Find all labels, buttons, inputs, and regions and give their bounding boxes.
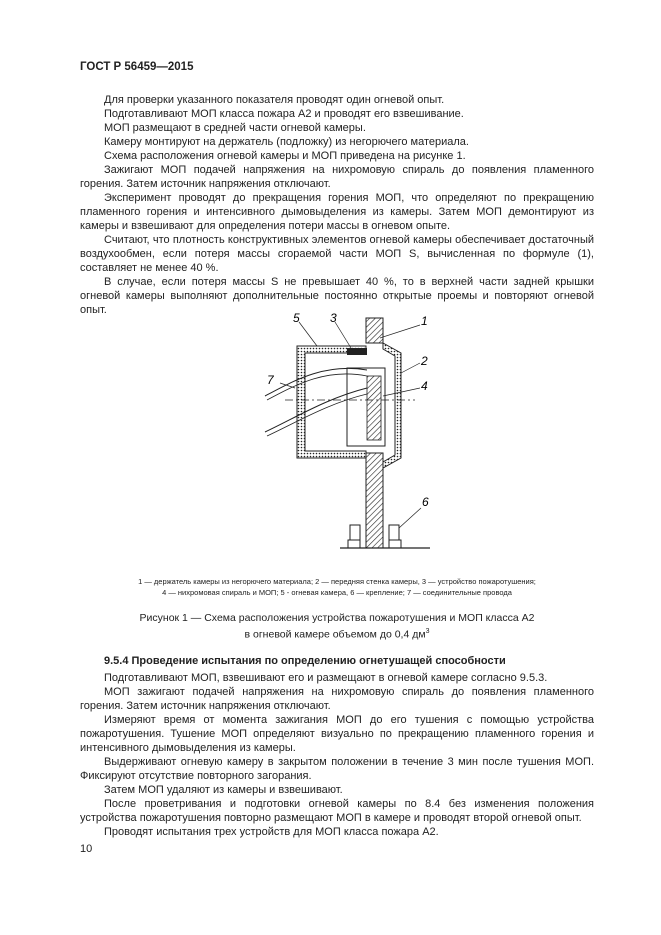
paragraph: Камеру монтируют на держатель (подложку) из негорючего материала.	[104, 136, 469, 148]
callout-3: 3	[330, 311, 337, 325]
callout-7: 7	[267, 373, 274, 387]
fastening-base-left	[348, 540, 360, 548]
section-heading: 9.5.4 Проведение испытания по определению огнетушащей способности	[104, 655, 506, 667]
document-header: ГОСТ Р 56459—2015	[80, 61, 194, 73]
fastening-right	[389, 525, 399, 540]
caption-line-2: в огневой камере объемом до 0,4 дм	[244, 628, 426, 641]
paragraph: Проводят испытания трех устройств для МОП класса пожара А2.	[104, 826, 439, 838]
legend-line-2: 4 — нихромовая спираль и МОП; 5 - огневая камера, 6 — крепление; 7 — соединительные провода	[162, 588, 512, 597]
legend-line-1: 1 — держатель камеры из негорючего материала; 2 — передняя стенка камеры, 3 — устройство пожаротушения;	[138, 577, 536, 586]
paragraph: Подготавливают МОП класса пожара А2 и проводят его взвешивание.	[104, 108, 464, 120]
paragraph: Затем МОП удаляют из камеры и взвешивают.	[104, 784, 343, 796]
front-wall	[383, 343, 401, 468]
callout-1: 1	[421, 314, 428, 328]
page-number: 10	[80, 843, 93, 855]
paragraph: Схема расположения огневой камеры и МОП приведена на рисунке 1.	[104, 150, 466, 162]
paragraph: В случае, если потеря массы S не превышает 40 %, то в верхней части задней крышки огневой камеры выполняют дополнительные постоянно открытые проемы и повторяют огневой опыт.	[80, 276, 594, 316]
paragraph: Считают, что плотность конструктивных элементов огневой камеры обеспечивает достаточный воздухообмен, если потеря массы сгораемой части МОП S, вычисленная по формуле (1), составляет не менее 40 %.	[80, 234, 594, 274]
callout-2: 2	[421, 354, 428, 368]
paragraph: Эксперимент проводят до прекращения горения МОП, что определяют по прекращению пламенного горения и интенсивного дымовыделения из камеры. Затем МОП демонтируют из камеры и взвешивают для определения потери массы в огневом опыте.	[80, 192, 594, 232]
paragraph: Подготавливают МОП, взвешивают его и размещают в огневой камере согласно 9.5.3.	[104, 672, 548, 684]
paragraph: Для проверки указанного показателя проводят один огневой опыт.	[104, 94, 445, 106]
nichrome-coil	[367, 376, 381, 440]
paragraph: МОП размещают в средней части огневой камеры.	[104, 122, 366, 134]
paragraph: Выдерживают огневую камеру в закрытом положении в течение 3 мин после тушения МОП. Фиксируют отсутствие повторного загорания.	[80, 756, 594, 782]
caption-superscript: 3	[425, 628, 430, 635]
callout-5: 5	[293, 311, 300, 325]
figure-legend	[80, 576, 594, 598]
fastening-left	[350, 525, 360, 540]
fastening-base-right	[389, 540, 401, 548]
holder-post-lower	[366, 453, 383, 548]
fire-suppression-device	[347, 348, 367, 355]
paragraph: Зажигают МОП подачей напряжения на нихромовую спираль до появления пламенного горения. Затем источник напряжения отключают.	[80, 164, 594, 190]
paragraph: МОП зажигают подачей напряжения на нихромовую спираль до появления пламенного горения. Затем источник напряжения отключают.	[80, 686, 594, 712]
paragraph: После проветривания и подготовки огневой камеры по 8.4 без изменения положения устройства пожаротушения повторно размещают МОП в камере и проводят второй огневой опыт.	[80, 798, 594, 824]
figure-diagram	[255, 308, 440, 553]
callout-4: 4	[421, 379, 428, 393]
figure-caption	[80, 611, 594, 642]
holder-post-upper	[366, 318, 383, 343]
paragraph: Измеряют время от момента зажигания МОП до его тушения с помощью устройства пожаротушения. Тушение МОП определяют визуально по прекращению пламенного горения и интенсивного дымовыделения из камеры.	[80, 714, 594, 754]
callout-6: 6	[422, 495, 429, 509]
caption-line-1: Рисунок 1 — Схема расположения устройства пожаротушения и МОП класса А2	[139, 612, 535, 624]
